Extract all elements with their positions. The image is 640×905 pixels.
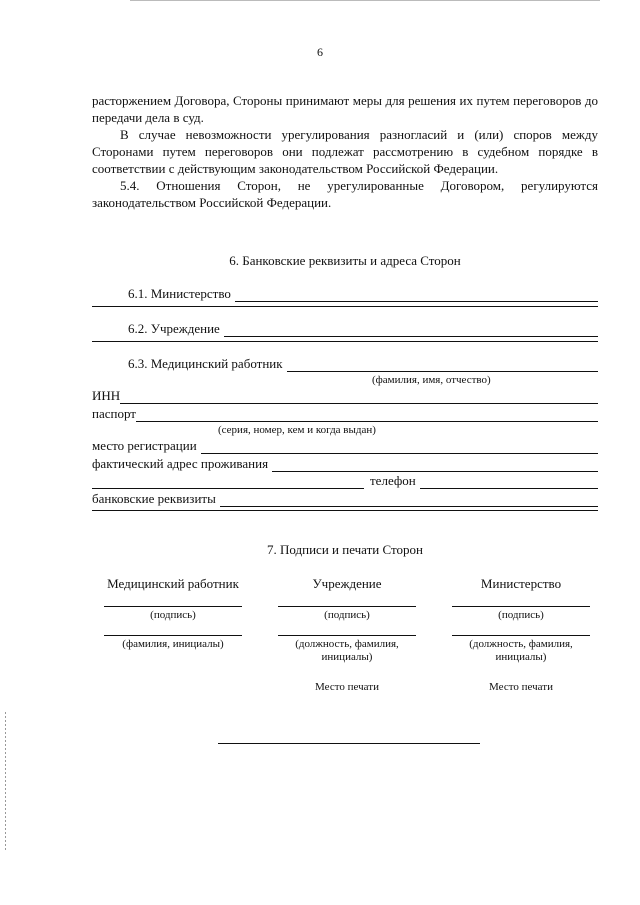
paragraph-5-4: 5.4. Отношения Сторон, не урегулированные Договором, регулируются законодательством Российской Федерации. [92, 178, 598, 210]
institution-sign-hint: (подпись) [324, 609, 370, 621]
ministry-field[interactable] [235, 289, 598, 302]
address-label: фактический адрес проживания [92, 456, 269, 471]
registration-label: место регистрации [92, 438, 197, 453]
institution-name-line[interactable] [278, 635, 416, 636]
section-7-title: 7. Подписи и печати Сторон [267, 542, 423, 557]
passport-hint: (серия, номер, кем и когда выдан) [218, 424, 376, 436]
inn-row [92, 387, 598, 404]
passport-row [92, 405, 598, 422]
ministry-signature-title: Министерство [480, 576, 562, 591]
address-continuation-field[interactable] [92, 476, 364, 489]
bank-field[interactable] [220, 494, 598, 507]
medic-name-hint: (фамилия, инициалы) [122, 638, 224, 650]
medic-name-line[interactable] [104, 635, 242, 636]
page-number: 6 [317, 45, 323, 59]
inn-label: ИНН [92, 388, 121, 403]
institution-extra-line[interactable] [92, 341, 598, 342]
ministry-label: 6.1. Министерство [128, 286, 231, 301]
ministry-name-hint: (должность, фамилия, инициалы) [469, 638, 573, 663]
institution-signature-title: Учреждение [312, 576, 382, 591]
passport-label: паспорт [92, 406, 136, 421]
bank-extra-line[interactable] [92, 510, 598, 511]
registration-field[interactable] [201, 441, 598, 454]
inn-field[interactable] [120, 391, 598, 404]
body-text [92, 92, 598, 211]
fio-hint: (фамилия, имя, отчество) [372, 374, 491, 386]
signature-institution [272, 575, 422, 696]
ministry-stamp-place: Место печати [489, 681, 553, 693]
institution-signature-line[interactable] [278, 606, 416, 607]
signature-medic [98, 575, 248, 651]
medic-label: 6.3. Медицинский работник [128, 356, 283, 371]
institution-row [128, 320, 598, 337]
address-field[interactable] [272, 459, 598, 472]
institution-field[interactable] [224, 324, 598, 337]
institution-name-hint: (должность, фамилия, инициалы) [295, 638, 399, 663]
top-border [130, 0, 600, 1]
medic-sign-hint: (подпись) [150, 609, 196, 621]
section-6-title: 6. Банковские реквизиты и адреса Сторон [229, 253, 461, 268]
paragraph-disputes: В случае невозможности урегулирования разногласий и (или) споров между Сторонами путем переговоров они подлежат рассмотрению в судебном порядке в соответствии с действующим законодательством Российской Федерации. [92, 127, 598, 176]
phone-label: телефон [370, 473, 416, 488]
ministry-signature-line[interactable] [452, 606, 590, 607]
ministry-extra-line[interactable] [92, 306, 598, 307]
registration-row [92, 437, 598, 454]
ministry-name-line[interactable] [452, 635, 590, 636]
address-row [92, 455, 598, 472]
institution-stamp-place: Место печати [315, 681, 379, 693]
bank-row [92, 490, 598, 507]
signature-ministry [446, 575, 596, 696]
paragraph-continuation: расторжением Договора, Стороны принимают меры для решения их путем переговоров до передачи дела в суд. [92, 93, 598, 125]
medic-field[interactable] [287, 359, 598, 372]
phone-row [92, 472, 598, 489]
medic-signature-title: Медицинский работник [107, 576, 239, 591]
medic-signature-line[interactable] [104, 606, 242, 607]
passport-field[interactable] [136, 409, 598, 422]
medic-row [128, 355, 598, 372]
institution-label: 6.2. Учреждение [128, 321, 220, 336]
ministry-sign-hint: (подпись) [498, 609, 544, 621]
ministry-row [128, 285, 598, 302]
bank-label: банковские реквизиты [92, 491, 216, 506]
scan-edge-artifact [5, 712, 7, 852]
phone-field[interactable] [420, 476, 598, 489]
closing-line [218, 743, 480, 744]
